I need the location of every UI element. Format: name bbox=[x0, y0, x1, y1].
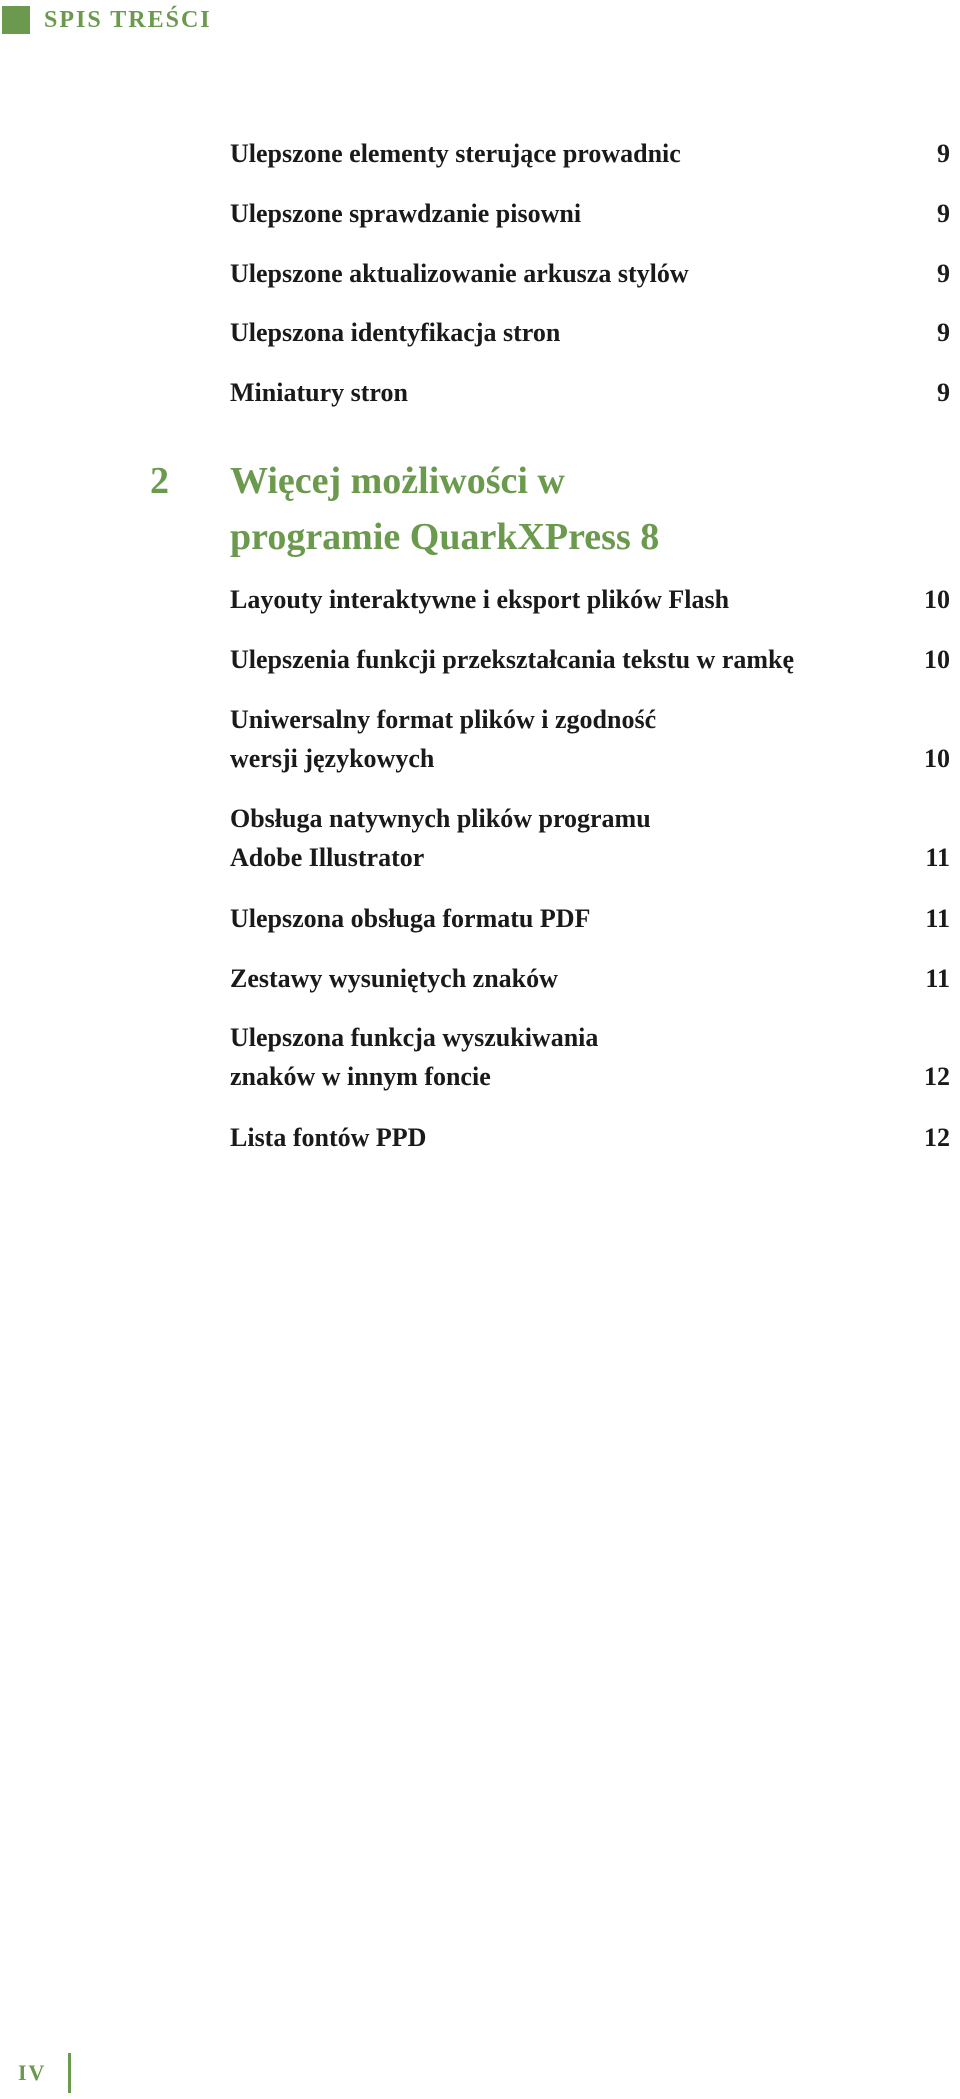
section-label: SPIS TREŚCI bbox=[44, 6, 212, 33]
toc-entry[interactable] bbox=[230, 1118, 950, 1157]
chapter-title bbox=[230, 453, 870, 565]
toc-entry-page: 10 bbox=[924, 585, 950, 614]
toc-entry-page: 11 bbox=[925, 843, 950, 872]
toc-entry[interactable] bbox=[230, 640, 950, 679]
toc-entry-title bbox=[230, 1018, 850, 1096]
toc-entry-title: Ulepszona obsługa formatu PDF bbox=[230, 904, 591, 933]
toc-entry-title-line: Adobe Illustrator bbox=[230, 843, 425, 872]
toc-entry-title bbox=[230, 799, 850, 877]
toc-entry-page: 9 bbox=[937, 318, 950, 347]
toc-entry-title: Ulepszone sprawdzanie pisowni bbox=[230, 199, 582, 228]
toc-entry-title-line: Ulepszona funkcja wyszukiwania bbox=[230, 1023, 599, 1052]
toc-entry-page: 9 bbox=[937, 378, 950, 407]
toc-entry[interactable] bbox=[230, 313, 950, 352]
page-number-label: IV bbox=[18, 2060, 47, 2085]
page-header bbox=[0, 0, 212, 40]
toc-entry[interactable] bbox=[230, 373, 950, 412]
toc-entry[interactable] bbox=[230, 959, 950, 998]
page-footer bbox=[18, 2053, 71, 2093]
toc-entry[interactable] bbox=[230, 799, 950, 877]
toc-entry-page: 9 bbox=[937, 259, 950, 288]
toc-entry-page: 12 bbox=[924, 1062, 950, 1091]
footer-divider bbox=[68, 2053, 71, 2093]
toc-entry[interactable] bbox=[230, 580, 950, 619]
toc-entry-title: Zestawy wysuniętych znaków bbox=[230, 964, 558, 993]
chapter-title-line: Więcej możliwości w bbox=[230, 460, 565, 502]
toc-entry-title: Ulepszone aktualizowanie arkusza stylów bbox=[230, 259, 689, 288]
toc-entry[interactable] bbox=[230, 899, 950, 938]
toc-entry-title bbox=[230, 700, 850, 778]
chapter-number: 2 bbox=[150, 460, 169, 502]
toc-entry[interactable] bbox=[230, 134, 950, 173]
toc-entry-page: 10 bbox=[924, 744, 950, 773]
toc-entry-page: 12 bbox=[924, 1123, 950, 1152]
toc-entry-title: Ulepszona identyfikacja stron bbox=[230, 318, 561, 347]
toc-entry-title: Layouty interaktywne i eksport plików Flash bbox=[230, 585, 730, 614]
toc-entry[interactable] bbox=[230, 194, 950, 233]
toc-entry[interactable] bbox=[230, 1018, 950, 1096]
toc-entry-page: 9 bbox=[937, 139, 950, 168]
chapter-title-line: programie QuarkXPress 8 bbox=[230, 516, 660, 558]
toc-entry-title: Ulepszone elementy sterujące prowadnic bbox=[230, 139, 681, 168]
toc-entry-title: Miniatury stron bbox=[230, 378, 408, 407]
toc-entry-title-line: Uniwersalny format plików i zgodność bbox=[230, 705, 657, 734]
toc-entry-page: 11 bbox=[925, 904, 950, 933]
toc-entry-title: Lista fontów PPD bbox=[230, 1123, 427, 1152]
toc-entry-title-line: znaków w innym foncie bbox=[230, 1062, 491, 1091]
toc-entry-title-line: Obsługa natywnych plików programu bbox=[230, 804, 651, 833]
section-marker bbox=[2, 6, 30, 34]
toc-entry-page: 9 bbox=[937, 199, 950, 228]
toc-entry-title: Ulepszenia funkcji przekształcania tekstu w ramkę bbox=[230, 645, 795, 674]
toc-entry-page: 10 bbox=[924, 645, 950, 674]
toc-entry[interactable] bbox=[230, 254, 950, 293]
toc-entry-title-line: wersji językowych bbox=[230, 744, 435, 773]
toc-entry-page: 11 bbox=[925, 964, 950, 993]
toc-entry[interactable] bbox=[230, 700, 950, 778]
